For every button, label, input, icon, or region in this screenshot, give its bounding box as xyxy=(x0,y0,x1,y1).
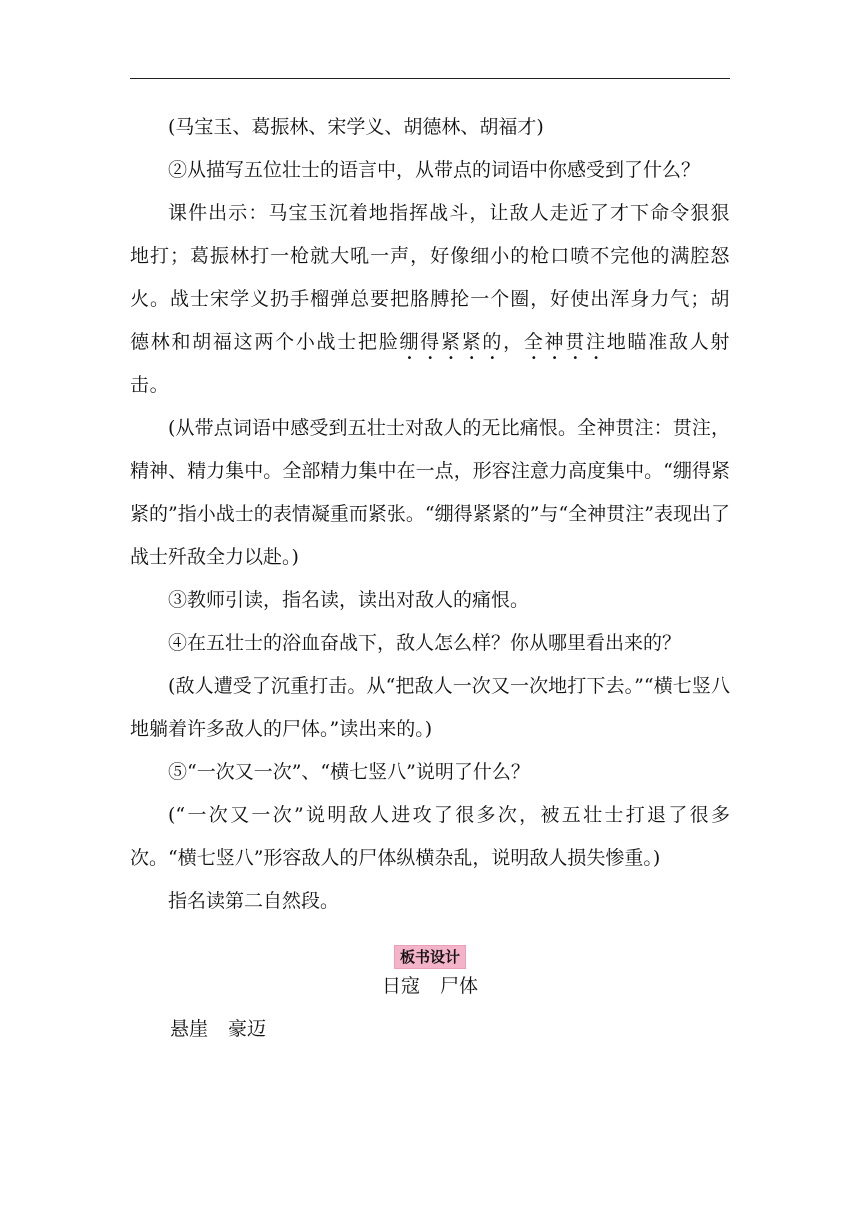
courseware-text-start: 课件出示：马宝玉沉着地指挥战斗，让敌人走近了才下命令狠狠地打；葛振林打一枪就大吼一声，好像细小的枪口喷不完他的满腔怒火。战士宋学义扔手榴弹总要把胳膊抡一个圈，好使出浑身力气；胡德林和胡福这两个小战士把脸 xyxy=(130,202,730,353)
board-word-corpses: 尸体 xyxy=(440,975,479,997)
paragraph-answer-2: (从带点词语中感受到五壮士对敌人的无比痛恨。全神贯注：贯注，精神、精力集中。全部精力集中在一点，形容注意力高度集中。“绷得紧紧的”指小战士的表情凝重而紧张。“绷得紧紧的”与“全神贯注”表现出了战士歼敌全力以赴。) xyxy=(130,417,730,568)
document-body xyxy=(130,106,730,1051)
paragraph-names: (马宝玉、葛振林、宋学义、胡德林、胡福才) xyxy=(168,116,544,138)
dotted-word-2: 全神贯注 xyxy=(523,331,607,353)
paragraph-question-3: ③教师引读，指名读，读出对敌人的痛恨。 xyxy=(168,589,530,611)
board-line-2 xyxy=(130,1008,730,1051)
board-word-invaders: 日寇 xyxy=(381,975,420,997)
board-word-heroic: 豪迈 xyxy=(228,1018,267,1040)
paragraph-answer-4: (敌人遭受了沉重打击。从“把敌人一次又一次地打下去。”“横七竖八地躺着许多敌人的尸体。”读出来的。) xyxy=(130,675,730,740)
header-rule xyxy=(130,78,730,79)
board-design-label: 板书设计 xyxy=(394,945,466,969)
paragraph-question-4: ④在五壮士的浴血奋战下，敌人怎么样？你从哪里看出来的？ xyxy=(168,632,682,654)
paragraph-question-2: ②从描写五位壮士的语言中，从带点的词语中你感受到了什么？ xyxy=(168,159,701,181)
paragraph-courseware xyxy=(130,192,730,407)
board-line-1 xyxy=(130,965,730,1008)
dotted-word-1: 绷得紧紧的 xyxy=(399,331,504,353)
board-word-cliff: 悬崖 xyxy=(170,1018,209,1040)
board-design-heading xyxy=(130,935,730,965)
paragraph-question-5: ⑤“一次又一次”、“横七竖八”说明了什么？ xyxy=(168,761,530,783)
courseware-text-mid: ， xyxy=(503,331,524,353)
paragraph-instruction: 指名读第二自然段。 xyxy=(168,890,340,912)
courseware-text-end: 地瞄准敌人射击。 xyxy=(130,331,730,396)
paragraph-answer-5: (“一次又一次”说明敌人进攻了很多次，被五壮士打退了很多次。“横七竖八”形容敌人的尸体纵横杂乱，说明敌人损失惨重。) xyxy=(130,804,730,869)
